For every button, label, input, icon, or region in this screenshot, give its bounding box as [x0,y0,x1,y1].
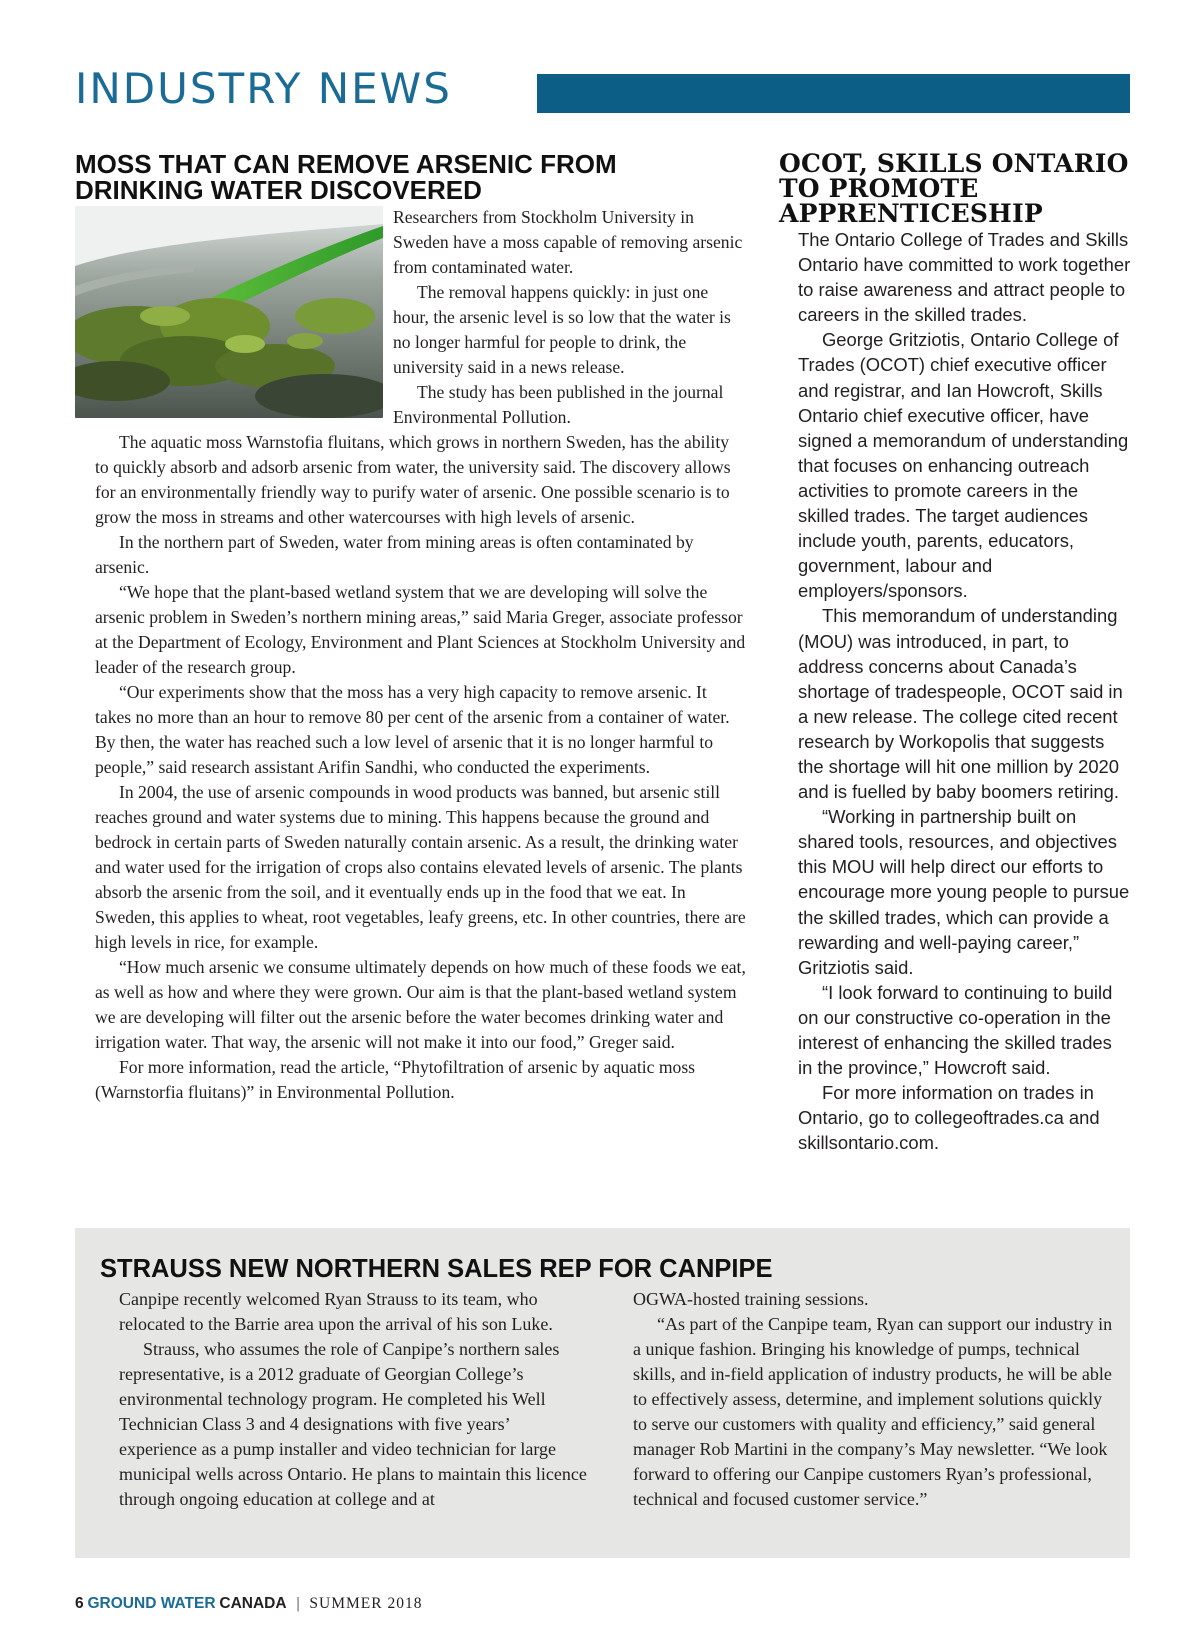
moss-paragraph: In 2004, the use of arsenic compounds in wood products was banned, but arsenic still reaches ground and water systems due to mining. This happens because the ground and bedrock in certain parts of Sweden naturally contain arsenic. As a result, the drinking water and water used for the irrigation of crops also contains elevated levels of arsenic. The plants absorb the arsenic from the soil, and it eventually ends up in the food that we eat. In Sweden, this applies to wheat, root vegetables, leafy greens, etc. In other countries, there are high levels in rice, for example. [95,782,746,952]
strauss-column-left [119,1287,589,1512]
ocot-paragraph: George Gritziotis, Ontario College of Trades (OCOT) chief executive officer and registrar, and Ian Howcroft, Skills Ontario chief executive officer, have signed a memorandum of understanding that focuses on enhancing outreach activities to promote careers in the skilled trades. The target audiences include youth, parents, educators, government, labour and employers/sponsors. [798,329,1129,602]
strauss-paragraph: “As part of the Canpipe team, Ryan can support our industry in a unique fashion. Bringing his knowledge of pumps, technical skills, and in-field application of industry products, he will be able to effectively assess, determine, and implement solutions quickly to serve our customers with quality and efficiency,” said general manager Rob Martini in the company’s May newsletter. “We look forward to offering our Canpipe customers Ryan’s professional, technical and focused customer service.” [633,1314,1113,1509]
moss-paragraph: For more information, read the article, “Phytofiltration of arsenic by aquatic moss (Warnstorfia fluitans)” in Environmental Pollution. [95,1057,696,1102]
section-accent-bar [537,74,1130,113]
ocot-paragraph: For more information on trades in Ontario, go to collegeoftrades.ca and skillsontario.com. [798,1082,1100,1154]
strauss-paragraph: Canpipe recently welcomed Ryan Strauss to its team, who relocated to the Barrie area upon the arrival of his son Luke. [119,1289,553,1334]
ocot-paragraph: “Working in partnership built on shared tools, resources, and objectives this MOU will help direct our efforts to encourage more young people to pursue the skilled trades, which can provide a rewarding and well-paying career,” Gritziotis said. [798,806,1130,978]
moss-paragraph: “How much arsenic we consume ultimately depends on how much of these foods we eat, as well as how and where they were grown. Our aim is that the plant-based wetland system we are developing will filter out the arsenic before the water becomes drinking water and irrigation water. That way, the arsenic will not make it into our food,” Greger said. [95,957,746,1052]
moss-paragraph: “We hope that the plant-based wetland system that we are developing will solve the arsenic problem in Sweden’s northern mining areas,” said Maria Greger, associate professor at the Department of Ecology, Environment and Plant Sciences at Stockholm University and leader of the research group. [95,582,746,677]
ocot-paragraph: The Ontario College of Trades and Skills Ontario have committed to work together to raise awareness and attract people to careers in the skilled trades. [798,229,1131,326]
strauss-headline: STRAUSS NEW NORTHERN SALES REP FOR CANPIPE [100,1255,773,1283]
moss-paragraph: “Our experiments show that the moss has a very high capacity to remove arsenic. It takes no more than an hour to remove 80 per cent of the arsenic from a container of water. By then, the water has reached such a low level of arsenic that it is no longer harmful to people,” said research assistant Arifin Sandhi, who conducted the experiments. [95,682,730,777]
strauss-paragraph: OGWA-hosted training sessions. [633,1289,869,1309]
issue-date: SUMMER 2018 [309,1595,423,1612]
moss-article-body [75,205,747,1105]
moss-paragraph: Researchers from Stockholm University in Sweden have a moss capable of removing arsenic from contaminated water. [393,207,743,277]
moss-headline: MOSS THAT CAN REMOVE ARSENIC FROM DRINKING WATER DISCOVERED [75,149,617,205]
section-header [75,62,1130,118]
ocot-article [779,151,1131,1155]
section-title: INDUSTRY NEWS [75,64,452,113]
moss-article [75,151,747,1105]
moss-paragraph: The aquatic moss Warnstofia fluitans, which grows in northern Sweden, has the ability to quickly absorb and adsorb arsenic from water, the university said. The discovery allows for an environmentally friendly way to purify water of arsenic. One possible scenario is to grow the moss in streams and other watercourses with high levels of arsenic. [95,432,731,527]
strauss-column-right [633,1287,1113,1512]
moss-paragraph: The study has been published in the journal Environmental Pollution. [393,382,724,427]
footer-separator: | [296,1595,300,1612]
magazine-name: GROUND WATER [87,1595,216,1612]
ocot-headline: OCOT, SKILLS ONTARIO TO PROMOTE APPRENTICESHIP [779,149,1129,228]
magazine-name-country: CANADA [219,1595,287,1612]
ocot-paragraph: This memorandum of understanding (MOU) was introduced, in part, to address concerns about Canada’s shortage of tradespeople, OCOT said in a new release. The college cited recent research by Workopolis that suggests the shortage will hit one million by 2020 and is fuelled by baby boomers retiring. [798,605,1123,803]
page-footer [75,1592,422,1616]
ocot-paragraph: “I look forward to continuing to build on our constructive co-operation in the interest of enhancing the skilled trades in the province,” Howcroft said. [798,981,1113,1079]
ocot-article-body [798,227,1131,1155]
moss-article-continued [95,430,747,1105]
strauss-paragraph: Strauss, who assumes the role of Canpipe’s northern sales representative, is a 2012 graduate of Georgian College’s environmental technology program. He completed his Well Technician Class 3 and 4 designations with five years’ experience as a pump installer and video technician for large municipal wells across Ontario. He plans to maintain this licence through ongoing education at college and at [119,1339,587,1509]
strauss-sidebar-box [75,1228,1130,1558]
moss-paragraph: The removal happens quickly: in just one hour, the arsenic level is so low that the water is no longer harmful for people to drink, the university said in a news release. [393,282,731,377]
moss-photo-icon [75,206,383,418]
page-number: 6 [75,1595,84,1612]
moss-paragraph: In the northern part of Sweden, water from mining areas is often contaminated by arsenic. [95,532,694,577]
